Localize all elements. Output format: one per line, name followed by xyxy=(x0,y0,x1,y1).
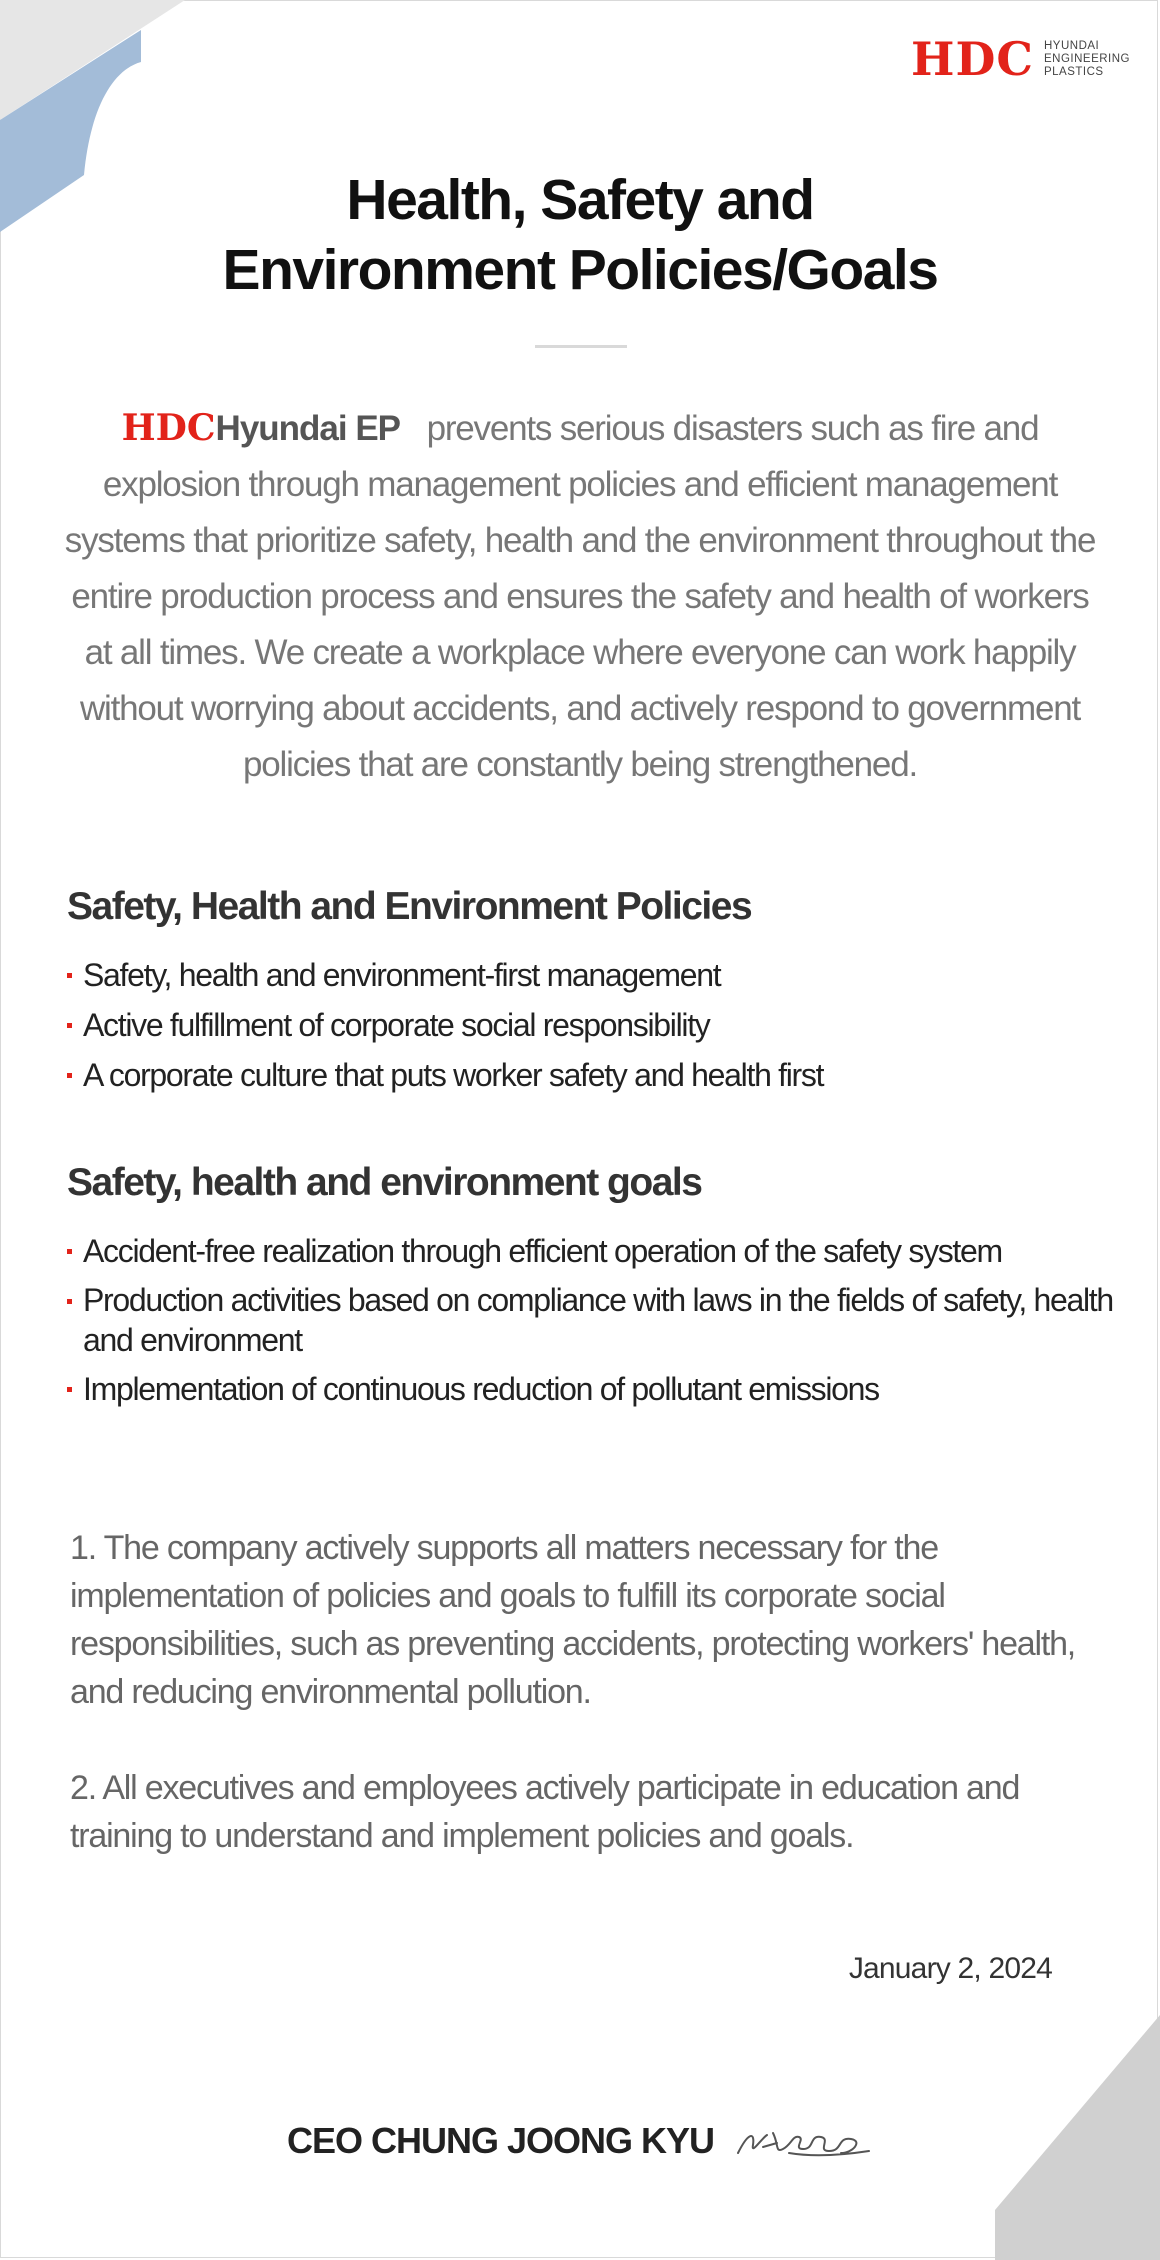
bullet-icon xyxy=(67,1249,72,1254)
page-title: Health, Safety and Environment Policies/Goals xyxy=(222,168,938,302)
intro-text: prevents serious disasters such as fire and explosion through management policies and efficient management systems that prioritize safety, health and the environment throughout the entire production process and ensures the safety and health of workers at all times. We create a workplace where everyone can work happily without worrying about accidents, and actively respond to government policies that are constantly being strengthened. xyxy=(64,409,1096,784)
title-divider xyxy=(535,345,627,348)
goals-list xyxy=(67,1230,1117,1418)
intro-brand-mark: HDC xyxy=(121,407,216,449)
note-1: 1. The company actively supports all matters necessary for the implementation of policies and goals to fulfill its corporate social responsibilities, such as preventing accidents, protecting workers' health, and reducing environmental pollution. xyxy=(70,1529,1076,1711)
ceo-name: CEO CHUNG JOONG KYU xyxy=(286,2120,715,2161)
goals-heading: Safety, health and environment goals xyxy=(67,1161,702,1204)
list-item: Implementation of continuous reduction of pollutant emissions xyxy=(67,1368,1117,1410)
ceo-signoff xyxy=(0,2120,1160,2163)
note-2: 2. All executives and employees actively participate in education and training to understand and implement policies and goals. xyxy=(70,1769,1020,1855)
bullet-icon xyxy=(67,973,72,978)
list-item: Active fulfillment of corporate social responsibility xyxy=(67,1004,1117,1046)
logo-mark: HDC xyxy=(911,32,1034,86)
intro-paragraph xyxy=(55,400,1105,793)
bullet-icon xyxy=(67,1299,72,1304)
list-item: Production activities based on compliance with laws in the fields of safety, health and environment xyxy=(67,1280,1117,1360)
signature-icon xyxy=(733,2123,873,2163)
bullet-icon xyxy=(67,1387,72,1392)
bullet-icon xyxy=(67,1023,72,1028)
document-date: January 2, 2024 xyxy=(848,1952,1052,1985)
bullet-icon xyxy=(67,1073,72,1078)
list-item: Accident-free realization through efficient operation of the safety system xyxy=(67,1230,1117,1272)
policies-list xyxy=(67,954,1117,1104)
company-logo xyxy=(911,32,1130,86)
intro-brand-name: Hyundai EP xyxy=(215,409,401,448)
list-item: Safety, health and environment-first management xyxy=(67,954,1117,996)
policies-heading: Safety, Health and Environment Policies xyxy=(67,885,752,928)
logo-text: HYUNDAI ENGINEERING PLASTICS xyxy=(1043,39,1130,78)
list-item: A corporate culture that puts worker safety and health first xyxy=(67,1054,1117,1096)
